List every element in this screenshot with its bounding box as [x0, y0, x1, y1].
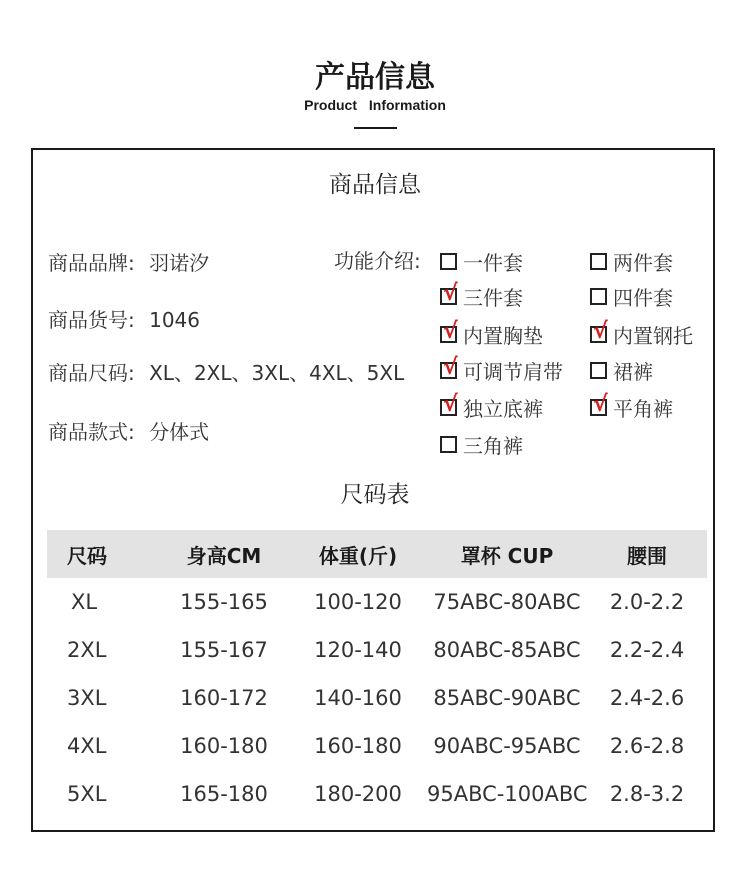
checkbox — [440, 281, 458, 306]
option-boyshort — [590, 393, 673, 422]
option-label: 内置钢托 — [613, 324, 693, 348]
info-row-item-number — [48, 304, 200, 333]
checkbox — [590, 253, 607, 270]
page-subtitle: Product Information — [304, 97, 446, 113]
table-cell: 95ABC-100ABC — [427, 782, 588, 806]
table-cell: 2.2-2.4 — [609, 638, 685, 662]
table-cell: 160-180 — [180, 734, 268, 758]
table-row — [47, 578, 707, 626]
column-header: 罩杯 CUP — [427, 530, 587, 578]
table-cell: 75ABC-80ABC — [433, 590, 581, 614]
column-header: 体重(斤) — [289, 530, 427, 578]
option-skirt-pants — [590, 356, 653, 385]
table-cell: 155-167 — [180, 638, 268, 662]
option-three-piece — [440, 282, 523, 311]
table-cell: 2.0-2.2 — [609, 590, 685, 614]
info-label: 商品货号: — [48, 308, 135, 332]
checkbox — [440, 253, 457, 270]
table-cell: 85ABC-90ABC — [433, 686, 581, 710]
table-cell: 5XL — [67, 782, 107, 806]
table-cell: 165-180 — [180, 782, 268, 806]
checkbox — [590, 288, 607, 305]
table-cell: 2.4-2.6 — [609, 686, 685, 710]
table-cell: 2.6-2.8 — [609, 734, 685, 758]
option-two-piece — [590, 247, 673, 276]
table-cell: 155-165 — [180, 590, 268, 614]
check-mark-icon: √ — [593, 319, 608, 344]
function-label: 功能介绍: — [334, 249, 421, 273]
option-label: 一件套 — [463, 251, 523, 275]
checkbox — [440, 436, 457, 453]
info-section-title: 商品信息 — [329, 172, 421, 198]
table-row — [47, 722, 707, 770]
table-cell: 100-120 — [314, 590, 402, 614]
option-built-in-pad — [440, 320, 543, 349]
option-label: 内置胸垫 — [463, 324, 543, 348]
option-label: 四件套 — [613, 286, 673, 310]
table-cell: XL — [71, 590, 98, 614]
table-row — [47, 674, 707, 722]
checkbox — [590, 362, 607, 379]
check-mark-icon: √ — [443, 281, 458, 306]
checkbox — [590, 392, 608, 417]
check-mark-icon: √ — [443, 355, 458, 380]
page-title: 产品信息 — [315, 60, 435, 95]
table-cell: 2.8-3.2 — [609, 782, 685, 806]
option-label: 裙裤 — [613, 360, 653, 384]
title-underline — [354, 127, 397, 129]
info-label: 商品尺码: — [48, 361, 135, 385]
option-label: 可调节肩带 — [463, 360, 563, 384]
table-row — [47, 770, 707, 818]
option-label: 两件套 — [613, 251, 673, 275]
table-cell: 3XL — [67, 686, 107, 710]
column-header: 腰围 — [587, 530, 707, 578]
table-cell: 4XL — [67, 734, 107, 758]
table-header-row — [47, 530, 707, 578]
table-cell: 140-160 — [314, 686, 402, 710]
table-row — [47, 626, 707, 674]
table-cell: 80ABC-85ABC — [433, 638, 581, 662]
info-value: XL、2XL、3XL、4XL、5XL — [149, 361, 405, 385]
table-cell: 120-140 — [314, 638, 402, 662]
table-cell: 180-200 — [314, 782, 402, 806]
info-value: 分体式 — [149, 420, 210, 444]
table-cell: 160-180 — [314, 734, 402, 758]
option-brief — [440, 430, 523, 459]
option-label: 平角裤 — [613, 397, 673, 421]
option-underwire — [590, 320, 693, 349]
check-mark-icon: √ — [443, 319, 458, 344]
option-adjustable-strap — [440, 356, 563, 385]
info-row-brand — [48, 247, 209, 276]
info-label: 商品款式: — [48, 420, 135, 444]
check-mark-icon: √ — [443, 392, 458, 417]
option-label: 三角裤 — [463, 434, 523, 458]
table-cell: 160-172 — [180, 686, 268, 710]
option-label: 独立底裤 — [463, 397, 543, 421]
table-cell: 90ABC-95ABC — [433, 734, 581, 758]
option-separate-bottom — [440, 393, 543, 422]
info-value: 1046 — [149, 308, 201, 332]
option-four-piece — [590, 282, 673, 311]
size-section-title: 尺码表 — [340, 482, 410, 508]
column-header: 身高CM — [159, 530, 289, 578]
info-value: 羽诺汐 — [149, 251, 210, 275]
checkbox — [440, 319, 458, 344]
column-header: 尺码 — [47, 530, 159, 578]
checkbox — [440, 355, 458, 380]
checkbox — [590, 319, 608, 344]
size-table — [47, 530, 707, 818]
check-mark-icon: √ — [593, 392, 608, 417]
info-row-style — [48, 416, 209, 445]
info-label: 商品品牌: — [48, 251, 135, 275]
info-row-sizes — [48, 357, 404, 386]
checkbox — [440, 392, 458, 417]
option-label: 三件套 — [463, 286, 523, 310]
table-cell: 2XL — [67, 638, 107, 662]
option-one-piece — [440, 247, 523, 276]
